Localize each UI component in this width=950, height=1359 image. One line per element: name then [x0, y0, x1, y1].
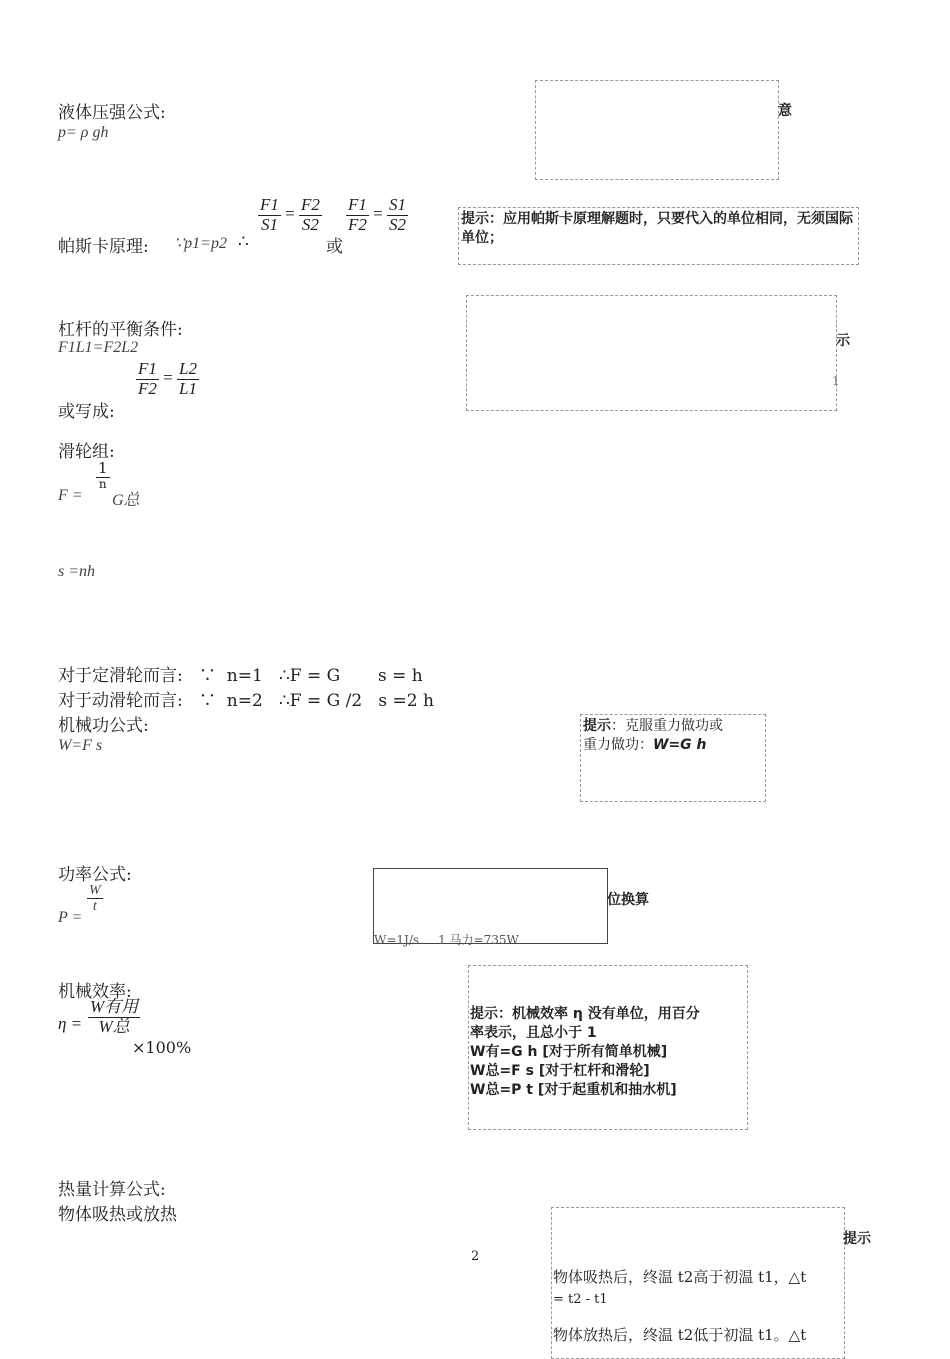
efficiency-tip-line: 率表示，且总小于 1: [470, 1025, 597, 1041]
lever-f2: F2: [138, 378, 157, 398]
pascal-given: ∵p1=p2: [174, 235, 227, 252]
work-formula: W=F s: [58, 737, 103, 754]
lever-l2: L2: [178, 359, 197, 378]
efficiency-frac: [88, 998, 140, 1036]
pulley-movable: 对于动滑轮而言: ∵ n=2 ∴F = G /2 s =2 h: [58, 691, 434, 711]
pulley-fixed: 对于定滑轮而言: ∵ n=1 ∴F = G s = h: [58, 666, 423, 686]
lever-formula: F1L1=F2L2: [58, 339, 139, 356]
efficiency-title: 机械效率:: [58, 982, 132, 1002]
heat-subtitle: 物体吸热或放热: [58, 1205, 177, 1225]
lever-title: 杠杆的平衡条件:: [58, 320, 183, 340]
work-tip-line2: 重力做功：: [583, 737, 653, 753]
heat-line3: 物体放热后，终温 t2低于初温 t1。△t: [553, 1326, 807, 1344]
work-title: 机械功公式:: [58, 716, 149, 736]
efficiency-den: W总: [98, 1016, 130, 1036]
efficiency-tip-line: W有=G h [对于所有简单机械]: [470, 1044, 668, 1060]
efficiency-eta: η =: [58, 1014, 83, 1033]
hydro-note-fragment: 意: [778, 103, 792, 119]
pascal-f1-b: F1: [348, 195, 367, 214]
power-num: W: [89, 883, 101, 898]
pulley-title: 滑轮组:: [58, 442, 115, 462]
pascal-s1: S1: [260, 214, 278, 234]
pulley-g: G总: [112, 492, 140, 509]
efficiency-tip-line: W总=F s [对于杠杆和滑轮]: [470, 1063, 650, 1079]
efficiency-tip-line: 提示：机械效率 η 没有单位，用百分: [470, 1006, 700, 1022]
pulley-s-formula: s =nh: [58, 563, 96, 580]
lever-ratio: $\frac{F1}{F2}$ = $\frac{L2}{L1}$: [138, 359, 197, 398]
work-tip-line1: ：克服重力做功或: [611, 718, 723, 734]
power-title: 功率公式:: [58, 865, 132, 885]
pulley-f-label: F =: [58, 487, 83, 504]
pascal-title: 帕斯卡原理:: [58, 237, 149, 257]
heat-tip-head: 提示: [843, 1231, 871, 1247]
lever-l1: L1: [178, 378, 197, 398]
power-box-fragment: 位换算: [607, 892, 649, 908]
heat-title: 热量计算公式:: [58, 1180, 166, 1200]
pascal-therefore: ∴: [238, 232, 249, 252]
pascal-f2-b: F2: [348, 214, 367, 234]
page-number: 2: [471, 1249, 480, 1264]
pascal-s2: S2: [301, 214, 319, 234]
pulley-frac: [96, 460, 110, 491]
efficiency-num: W有用: [90, 997, 139, 1016]
pascal-tip: 提示：应用帕斯卡原理解题时，只要代入的单位相同，无须国际单位；: [461, 211, 853, 246]
work-tip-head: 提示: [583, 718, 611, 734]
pulley-frac-den: n: [98, 476, 107, 491]
power-p-label: P =: [58, 909, 83, 926]
lever-alt-label: 或写成:: [58, 402, 115, 422]
efficiency-tip-line: W总=P t [对于起重机和抽水机]: [470, 1082, 677, 1098]
pascal-f1: F1: [260, 195, 279, 214]
hydro-note-box: [535, 80, 779, 180]
pascal-or: 或: [326, 237, 343, 257]
heat-line2: = t2 - t1: [553, 1292, 608, 1307]
power-box-bottom: W=1J/s 1 马力=735W: [374, 933, 519, 947]
efficiency-percent: ×100%: [132, 1038, 192, 1057]
pascal-formula-2: $\frac{F1}{F2}$ = $\frac{S1}{S2}$: [348, 195, 406, 234]
pascal-formula-1: $\frac{F1}{S1}$ = $\frac{F2}{S2}$: [260, 195, 320, 234]
lever-f1: F1: [138, 359, 157, 378]
work-tip-formula: W=G h: [653, 737, 707, 753]
hydro-formula: p= ρ gh: [58, 124, 109, 141]
lever-note-box: [466, 295, 837, 411]
heat-line1: 物体吸热后，终温 t2高于初温 t1，△t: [553, 1268, 807, 1286]
power-frac: [87, 883, 103, 915]
lever-note-fragment: 示: [836, 333, 850, 349]
pulley-frac-num: 1: [98, 459, 108, 477]
hydro-title: 液体压强公式:: [58, 103, 166, 123]
pascal-f2: F2: [300, 195, 320, 214]
pascal-s1-b: S1: [388, 195, 406, 214]
efficiency-tip: [470, 1005, 700, 1100]
lever-note-fragment-2: 1: [832, 374, 840, 388]
power-den: t: [92, 899, 97, 915]
pascal-s2-b: S2: [388, 214, 406, 234]
work-tip: [583, 717, 723, 755]
